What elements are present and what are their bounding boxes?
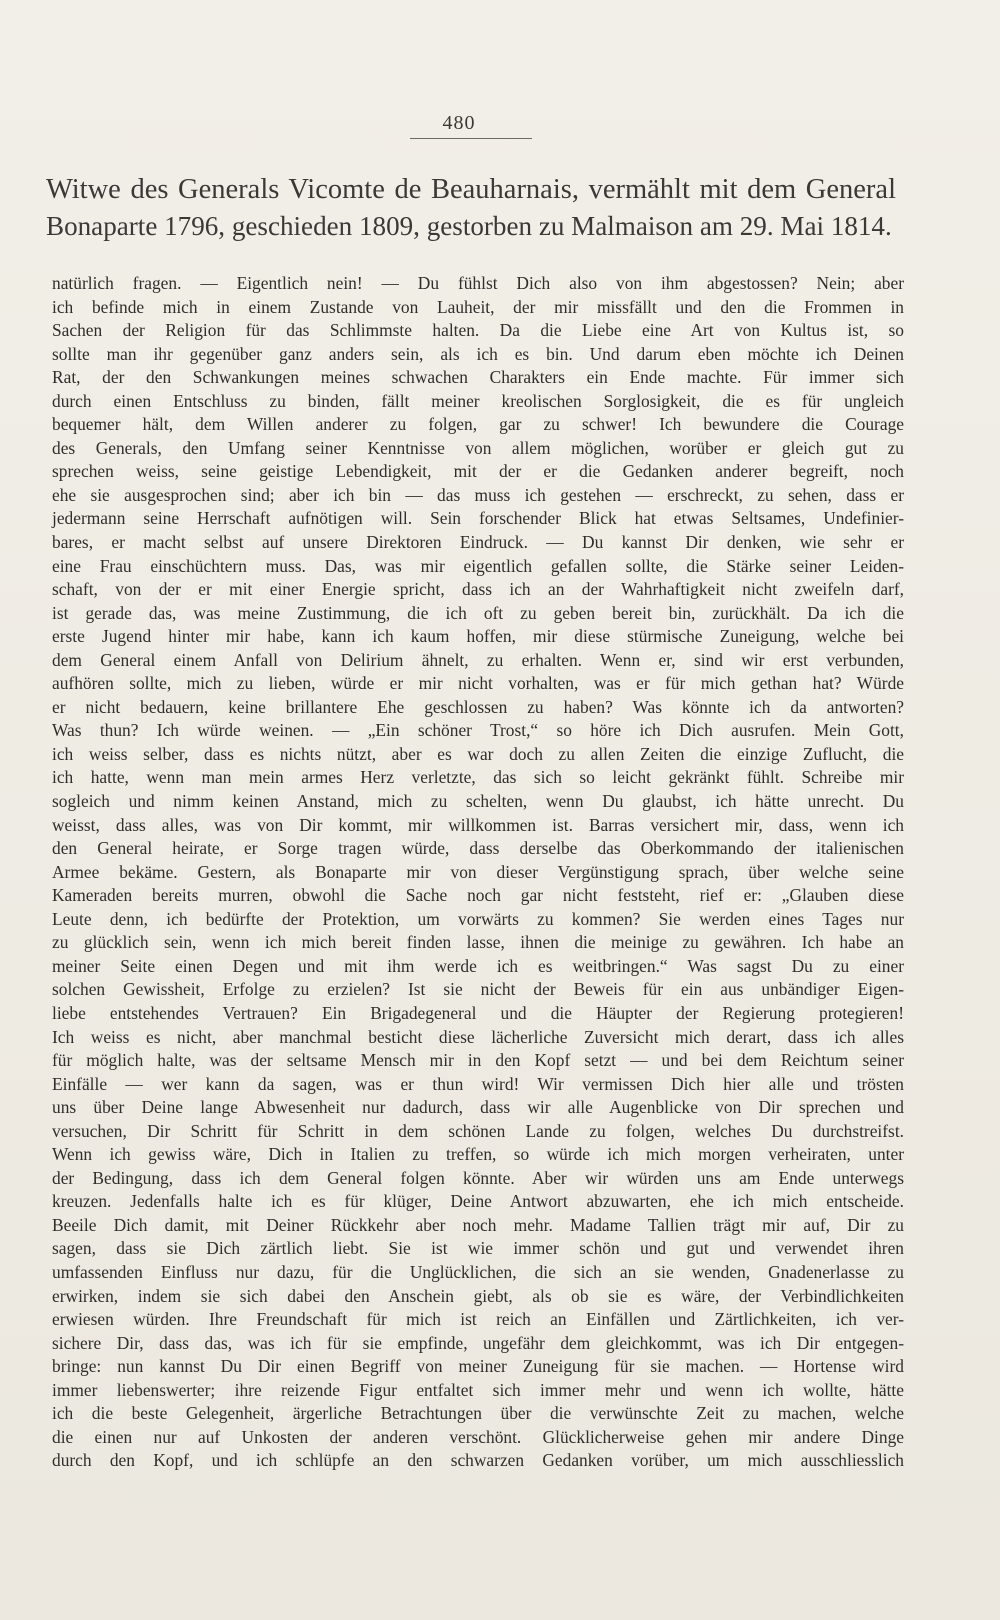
text-line: Sachen der Religion für das Schlimmste halten. Da die Liebe eine Art von Kultus ist, so [52, 320, 904, 341]
text-line: eine Frau einschüchtern muss. Das, was mir eigentlich gefallen sollte, die Stärke seiner Leiden- [52, 555, 904, 576]
text-line: Leute denn, ich bedürfte der Protektion, um vorwärts zu kommen? Sie werden eines Tages nur [52, 908, 904, 929]
text-line: erwiesen würden. Ihre Freundschaft für mich ist reich an Einfällen und Zärtlichkeiten, ich ver- [52, 1309, 904, 1330]
text-line: Ich weiss es nicht, aber manchmal besticht diese lächerliche Zuversicht mich derart, dass ich alles [52, 1026, 904, 1047]
text-line: ich befinde mich in einem Zustande von Lauheit, der mir missfällt und den die Frommen in [52, 296, 904, 317]
text-line: Kameraden bereits murren, obwohl die Sache noch gar nicht feststeht, rief er: „Glauben diese [52, 885, 904, 906]
page-number-rule [410, 138, 532, 139]
text-line: umfassenden Einfluss nur dazu, für die Unglücklichen, die sich an sie wenden, Gnadenerlasse zu [52, 1261, 904, 1282]
text-line: schaft, von der er mit einer Energie spricht, dass ich an der Wahrhaftigkeit nicht zweifeln darf, [52, 579, 904, 600]
text-line: ich hatte, wenn man mein armes Herz verletzte, das sich so leicht gekränkt fühlt. Schreibe mir [52, 767, 904, 788]
text-line: ich weiss selber, dass es nichts nützt, aber es war doch zu allen Zeiten die einzige Zuflucht, die [52, 743, 904, 764]
text-line: zu glücklich sein, wenn ich mich bereit finden lasse, ihnen die meinige zu gewähren. Ich habe an [52, 932, 904, 953]
text-line: sichere Dir, dass das, was ich für sie empfinde, ungefähr dem gleichkommt, was ich Dir entgegen- [52, 1332, 904, 1353]
letter-body [52, 272, 904, 1473]
heading-line: Bonaparte 1796, geschieden 1809, gestorben zu Malmaison am 29. Mai 1814. [46, 211, 892, 241]
text-line: ist gerade das, was meine Zustimmung, die ich oft zu geben bereit bin, zurückhält. Da ich die [52, 602, 904, 623]
text-line: den General heirate, er Sorge tragen würde, dass derselbe das Oberkommando der italienischen [52, 838, 904, 859]
text-line: sagen, dass sie Dich zärtlich liebt. Sie ist wie immer schön und gut und verwendet ihren [52, 1238, 904, 1259]
text-line: Rat, der den Schwankungen meines schwachen Charakters ein Ende machte. Für immer sich [52, 367, 904, 388]
text-line: aufhören sollte, mich zu lieben, würde er mir nicht vorhalten, was er für mich gethan hat? Würde [52, 673, 904, 694]
text-line: immer liebenswerter; ihre reizende Figur entfaltet sich immer mehr und wenn ich wollte, hätte [52, 1379, 904, 1400]
text-line: erwirken, indem sie sich dabei den Anschein giebt, als ob sie es wäre, der Verbindlichkeiten [52, 1285, 904, 1306]
text-line: ich die beste Gelegenheit, ärgerliche Betrachtungen über die verwünschte Zeit zu machen, welche [52, 1403, 904, 1424]
text-line: durch einen Entschluss zu binden, fällt meiner kreolischen Sorglosigkeit, die es für ungleich [52, 390, 904, 411]
text-line: Armee bekäme. Gestern, als Bonaparte mir von dieser Vergünstigung sprach, über welche seine [52, 861, 904, 882]
text-line: jedermann seine Herrschaft aufnötigen will. Sein forschender Blick hat etwas Seltsames, Undefinier- [52, 508, 904, 529]
text-line: Beeile Dich damit, mit Deiner Rückkehr aber noch mehr. Madame Tallien trägt mir auf, Dir zu [52, 1214, 904, 1235]
text-line: bares, er macht selbst auf unsere Direktoren Eindruck. — Du kannst Dir denken, wie sehr er [52, 532, 904, 553]
text-line: kreuzen. Jedenfalls halte ich es für klüger, Deine Antwort abzuwarten, ehe ich mich entscheide. [52, 1191, 904, 1212]
text-line: bringe: nun kannst Du Dir einen Begriff von meiner Zuneigung für sie machen. — Hortense wird [52, 1356, 904, 1377]
text-line: Was thun? Ich würde weinen. — „Ein schöner Trost,“ so höre ich Dich ausrufen. Mein Gott, [52, 720, 904, 741]
text-line: durch den Kopf, und ich schlüpfe an den schwarzen Gedanken vorüber, um mich ausschliesslich [52, 1450, 904, 1471]
heading-line: Witwe des Generals Vicomte de Beauharnais, vermählt mit dem General [46, 174, 896, 205]
page-number: 480 [442, 112, 476, 134]
text-line: ehe sie ausgesprochen sind; aber ich bin — das muss ich gestehen — erschreckt, zu sehen, dass er [52, 484, 904, 505]
text-line: natürlich fragen. — Eigentlich nein! — Du fühlst Dich also von ihm abgestossen? Nein; aber [52, 273, 904, 293]
text-line: solchen Gewissheit, Erfolge zu erzielen? Ist sie nicht der Beweis für ein aus unbändiger Eigen- [52, 979, 904, 1000]
text-line: weisst, dass alles, was von Dir kommt, mir willkommen ist. Barras versichert mir, dass, wenn ich [52, 814, 904, 835]
text-line: Wenn ich gewiss wäre, Dich in Italien zu treffen, so würde ich mich morgen verheiraten, unter [52, 1144, 904, 1165]
text-line: sollte man ihr gegenüber ganz anders sein, als ich es bin. Und darum eben möchte ich Deinen [52, 343, 904, 364]
text-line: meiner Seite einen Degen und mit ihm werde ich es weitbringen.“ Was sagst Du zu einer [52, 955, 904, 976]
text-line: er nicht bedauern, keine brillantere Ehe geschlossen zu haben? Was könnte ich da antworten? [52, 696, 904, 717]
text-line: für möglich halte, was der seltsame Mensch mir in den Kopf setzt — und bei dem Reichtum seiner [52, 1050, 904, 1071]
text-line: erste Jugend hinter mir habe, kann ich kaum hoffen, mir diese stürmische Zuneigung, welche bei [52, 626, 904, 647]
text-line: der Bedingung, dass ich dem General folgen könnte. Aber wir würden uns am Ende unterwegs [52, 1167, 904, 1188]
footnote-heading [46, 172, 896, 244]
text-line: die einen nur auf Unkosten der anderen verschönt. Glücklicherweise gehen mir andere Dinge [52, 1426, 904, 1447]
text-line: sprechen weiss, seine geistige Lebendigkeit, mit der er die Gedanken anderer begreift, noch [52, 461, 904, 482]
text-line: sogleich und nimm keinen Anstand, mich zu schelten, wenn Du glaubst, ich hätte unrecht. Du [52, 791, 904, 812]
text-line: Einfälle — wer kann da sagen, was er thun wird! Wir vermissen Dich hier alle und trösten [52, 1073, 904, 1094]
text-line: des Generals, den Umfang seiner Kenntnisse von allem möglichen, worüber er gleich gut zu [52, 437, 904, 458]
text-line: dem General einem Anfall von Delirium ähnelt, zu erhalten. Wenn er, sind wir erst verbunden, [52, 649, 904, 670]
text-line: liebe entstehendes Vertrauen? Ein Brigadegeneral und die Häupter der Regierung protegieren! [52, 1002, 904, 1023]
text-line: versuchen, Dir Schritt für Schritt in dem schönen Lande zu folgen, welches Du durchstreifst. [52, 1120, 904, 1141]
text-line: uns über Deine lange Abwesenheit nur dadurch, dass wir alle Augenblicke von Dir sprechen und [52, 1097, 904, 1118]
text-line: bequemer hält, dem Willen anderer zu folgen, gar zu schwer! Ich bewundere die Courage [52, 414, 904, 435]
